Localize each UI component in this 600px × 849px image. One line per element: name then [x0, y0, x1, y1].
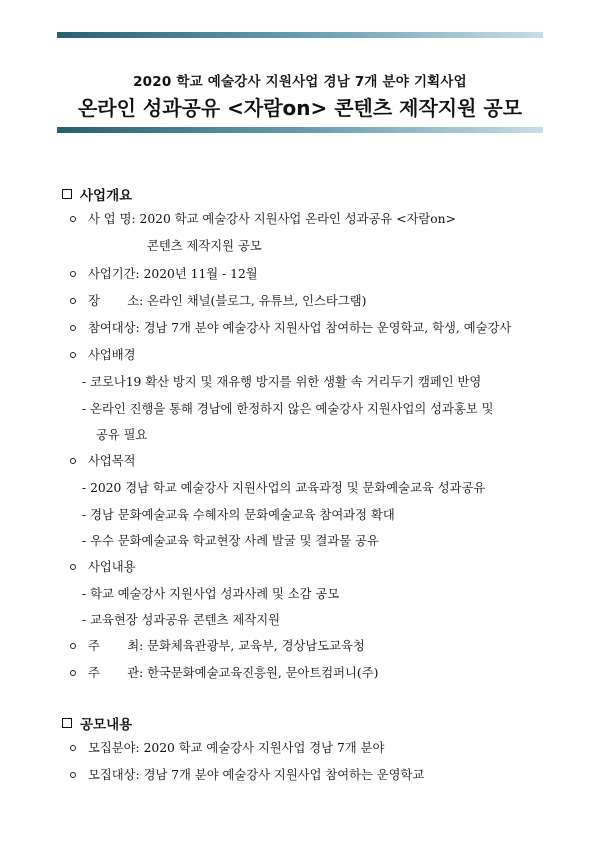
circle-bullet-icon: [70, 745, 76, 751]
field-line: 모집분야: 2020 학교 예술강사 지원사업 경남 7개 분야: [88, 741, 385, 755]
title-top-rule: [57, 32, 543, 38]
purpose-item: - 우수 문화예술교육 학교현장 사례 발굴 및 결과물 공유: [82, 534, 379, 548]
circle-bullet-icon: [70, 458, 76, 464]
background-item: - 코로나19 확산 방지 및 재유행 방지를 위한 생활 속 거리두기 캠페인 반영: [82, 375, 482, 389]
background-heading: 사업배경: [88, 348, 136, 362]
purpose-item: - 2020 경남 학교 예술강사 지원사업의 교육과정 및 문화예술교육 성과공유: [82, 481, 486, 495]
content-item: - 교육현장 성과공유 콘텐츠 제작지원: [82, 613, 280, 627]
project-name-continued: 콘텐츠 제작지원 공모: [147, 239, 262, 253]
circle-bullet-icon: [70, 564, 76, 570]
organizer-line: 주 관: 한국문화예술교육진흥원, 문아트컴퍼니(주): [88, 666, 379, 680]
venue-line: 장 소: 온라인 채널(블로그, 유튜브, 인스타그램): [88, 294, 367, 308]
section-heading-contest: [62, 713, 132, 733]
title-bottom-rule: [57, 127, 543, 133]
target-line: 참여대상: 경남 7개 분야 예술강사 지원사업 참여하는 운영학교, 학생, 예술강사: [88, 321, 512, 335]
content-item: - 학교 예술강사 지원사업 성과사례 및 소감 공모: [82, 587, 340, 601]
circle-bullet-icon: [70, 643, 76, 649]
circle-bullet-icon: [70, 670, 76, 676]
title-line-1: 2020 학교 예술강사 지원사업 경남 7개 분야 기획사업: [133, 74, 467, 90]
title-block: [57, 32, 543, 132]
section-heading-text: 사업개요: [80, 188, 133, 204]
project-name-line: 사 업 명: 2020 학교 예술강사 지원사업 온라인 성과공유 <자람on>: [88, 212, 456, 226]
background-item-continued: 공유 필요: [96, 428, 148, 442]
content-heading: 사업내용: [88, 560, 136, 574]
circle-bullet-icon: [70, 216, 76, 222]
section-heading-text: 공모내용: [80, 717, 133, 733]
checkbox-icon: [62, 718, 72, 728]
section-heading-overview: [62, 184, 132, 204]
circle-bullet-icon: [70, 271, 76, 277]
checkbox-icon: [62, 189, 72, 199]
circle-bullet-icon: [70, 352, 76, 358]
purpose-item: - 경남 문화예술교육 수혜자의 문화예술교육 참여과정 확대: [82, 508, 395, 522]
background-item: - 온라인 진행을 통해 경남에 한정하지 않은 예술강사 지원사업의 성과홍보 및: [82, 402, 494, 416]
circle-bullet-icon: [70, 298, 76, 304]
period-line: 사업기간: 2020년 11월 - 12월: [88, 267, 258, 281]
circle-bullet-icon: [70, 325, 76, 331]
circle-bullet-icon: [70, 772, 76, 778]
purpose-heading: 사업목적: [88, 454, 136, 468]
host-line: 주 최: 문화체육관광부, 교육부, 경상남도교육청: [88, 639, 365, 653]
title-line-2: 온라인 성과공유 <자람on> 콘텐츠 제작지원 공모: [77, 96, 523, 120]
recruit-target-line: 모집대상: 경남 7개 분야 예술강사 지원사업 참여하는 운영학교: [88, 768, 425, 782]
